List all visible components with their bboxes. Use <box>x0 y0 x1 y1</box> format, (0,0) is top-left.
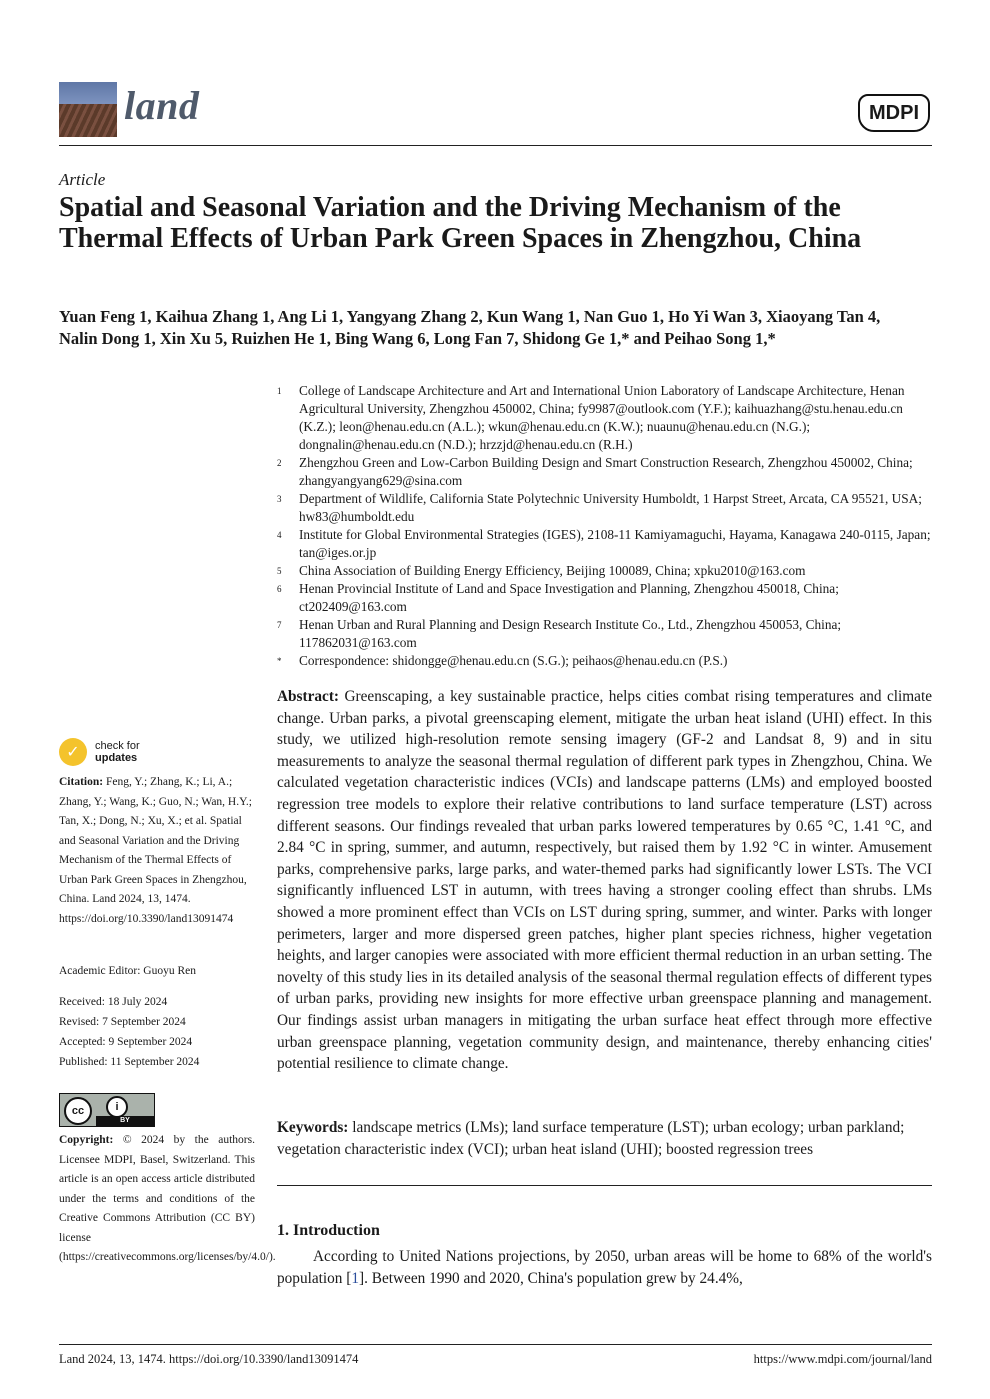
received-date: Received: 18 July 2024 <box>59 996 168 1008</box>
header-rule <box>59 145 932 146</box>
abstract <box>277 686 932 1075</box>
keywords <box>277 1117 932 1160</box>
accepted-date: Accepted: 9 September 2024 <box>59 1036 193 1048</box>
publisher-logo: MDPI <box>858 94 930 132</box>
affiliation-1: 1 College of Landscape Architecture and Art and International Union Laboratory of Landscape Architecture, Henan Agricultural University, Zhengzhou 450002, China; fy9987@outlook.com (Y.F.); kaihuazhang@stu.henau.edu.cn (K.Z.); leon@henau.edu.cn (A.L.); wkun@henau.edu.cn (K.W.); nuaunu@henau.edu.cn (N.G.); dongnalin@henau.edu.cn (N.D.); hrzzjd@henau.edu.cn (R.H.) <box>277 383 905 452</box>
citation-text: Feng, Y.; Zhang, K.; Li, A.; Zhang, Y.; Wang, K.; Guo, N.; Wan, H.Y.; Tan, X.; Dong, N.; Xu, X.; et al. Spatial and Seasonal Variation and the Driving Mechanism of the Thermal Effects of Urban Park Green Spaces in Zhengzhou, China. Land 2024, 13, 1474. https://doi.org/10.3390/land13091474 <box>59 776 253 925</box>
author-list <box>59 306 939 350</box>
affiliation-2: 2 Zhengzhou Green and Low-Carbon Building Design and Smart Construction Research, Zhengzhou 450002, China; zhangyangyang629@sina.com <box>277 455 913 488</box>
footer-journal-url[interactable]: https://www.mdpi.com/journal/land <box>753 1352 932 1366</box>
affiliation-7: 7 Henan Urban and Rural Planning and Design Research Institute Co., Ltd., Zhengzhou 450053, China; 117862031@163.com <box>277 617 842 650</box>
check-icon: ✓ <box>59 738 87 766</box>
journal-cover-image <box>59 82 117 137</box>
check-for-updates-badge[interactable]: ✓ check for updates <box>59 738 140 766</box>
affiliation-3: 3 Department of Wildlife, California State Polytechnic University Humboldt, 1 Harpst Street, Arcata, CA 95521, USA; hw83@humboldt.edu <box>277 491 922 524</box>
academic-editor: Academic Editor: Guoyu Ren <box>59 965 197 977</box>
keywords-label: Keywords: <box>277 1119 349 1136</box>
copyright-label: Copyright: <box>59 1134 114 1146</box>
citation-label: Citation: <box>59 776 104 788</box>
correspondence: * Correspondence: shidongge@henau.edu.cn (S.G.); peihaos@henau.edu.cn (P.S.) <box>277 653 728 668</box>
intro-paragraph: According to United Nations projections, by 2050, urban areas will be home to 68% of the world's population [1]. Between 1990 and 2020, China's population grew by 24.4%, <box>277 1248 932 1287</box>
abstract-text: Greenscaping, a key sustainable practice, helps cities combat rising temperatures and climate change. Urban parks, a pivotal greenscaping element, mitigate the urban heat island (UHI) effect. In this study, we utilized high-resolution remote sensing imagery (GF-2 and Landsat 8, 9) and in situ measurements to analyze the seasonal thermal regulation of different park types in Zhengzhou, China. We calculated vegetation characteristic indices (VCIs) and landscape patterns (LMs) and employed boosted regression tree models to explore their relative contributions to land surface temperature (LST) across different seasons. Our findings revealed that urban parks lowered temperatures by 0.65 °C, 1.41 °C, and 2.84 °C in spring, summer, and autumn, respectively, but raised them by 1.92 °C in winter. Amusement parks, comprehensive parks, large parks, and water-themed parks had significantly lower LSTs. The VCI significantly influenced LST in autumn, with trees having a stronger cooling effect than shrubs. LMs showed a more prominent effect than VCIs on LST during spring, summer, and winter. Parks with longer perimeters, larger and more dispersed green patches, higher plant species richness, higher vegetation heights, and larger canopies were associated with more efficient thermal reduction in an urban setting. The novelty of this study lies in its detailed analysis of the seasonal thermal regulation effects of different types of urban parks, providing new insights for more effective urban greenspace planning and management. Our findings assist urban managers in mitigating the urban surface heat effect through more effective urban greenspace planning, vegetation community design, and maintenance, thereby enhancing cities' potential resilience to climate change. <box>277 688 932 1073</box>
revised-date: Revised: 7 September 2024 <box>59 1016 186 1028</box>
footer-rule <box>59 1344 932 1345</box>
section-rule <box>277 1185 932 1186</box>
cc-by-license-icon[interactable]: cc i BY <box>59 1093 155 1127</box>
abstract-label: Abstract: <box>277 688 340 705</box>
section-heading: 1. Introduction <box>277 1222 380 1239</box>
reference-link[interactable]: 1 <box>351 1269 360 1287</box>
paper-title: Spatial and Seasonal Variation and the Driving Mechanism of the Thermal Effects of Urban Park Green Spaces in Zhengzhou, China <box>59 192 862 254</box>
keywords-text: landscape metrics (LMs); land surface temperature (LST); urban ecology; urban parkland; vegetation characteristic index (VCI); urban heat island (UHI); boosted regression trees <box>277 1119 905 1158</box>
copyright-block <box>59 1131 276 1268</box>
affiliation-6: 6 Henan Provincial Institute of Land and Space Investigation and Planning, Zhengzhou 450018, China; ct202409@163.com <box>277 581 839 614</box>
journal-name: land <box>124 83 200 128</box>
footer-citation: Land 2024, 13, 1474. https://doi.org/10.3390/land13091474 <box>59 1352 359 1366</box>
article-type: Article <box>59 170 106 189</box>
authors-line-1: Yuan Feng 1, Kaihua Zhang 1, Ang Li 1, Yangyang Zhang 2, Kun Wang 1, Nan Guo 1, Ho Yi Wan 3, Xiaoyang Tan 4, <box>59 307 881 326</box>
citation-block <box>59 773 255 929</box>
affiliation-5: 5 China Association of Building Energy Efficiency, Beijing 100089, China; xpku2010@163.com <box>277 563 806 578</box>
authors-line-2: Nalin Dong 1, Xin Xu 5, Ruizhen He 1, Bing Wang 6, Long Fan 7, Shidong Ge 1,* and Peihao Song 1,* <box>59 329 776 348</box>
copyright-text: © 2024 by the authors. Licensee MDPI, Basel, Switzerland. This article is an open access article distributed under the terms and conditions of the Creative Commons Attribution (CC BY) license (https://creativecommons.org/licenses/by/4.0/). <box>59 1134 276 1263</box>
affiliation-4: 4 Institute for Global Environmental Strategies (IGES), 2108-11 Kamiyamaguchi, Hayama, Kanagawa 240-0115, Japan; tan@iges.or.jp <box>277 527 931 560</box>
person-icon: i <box>106 1096 128 1118</box>
published-date: Published: 11 September 2024 <box>59 1056 200 1068</box>
